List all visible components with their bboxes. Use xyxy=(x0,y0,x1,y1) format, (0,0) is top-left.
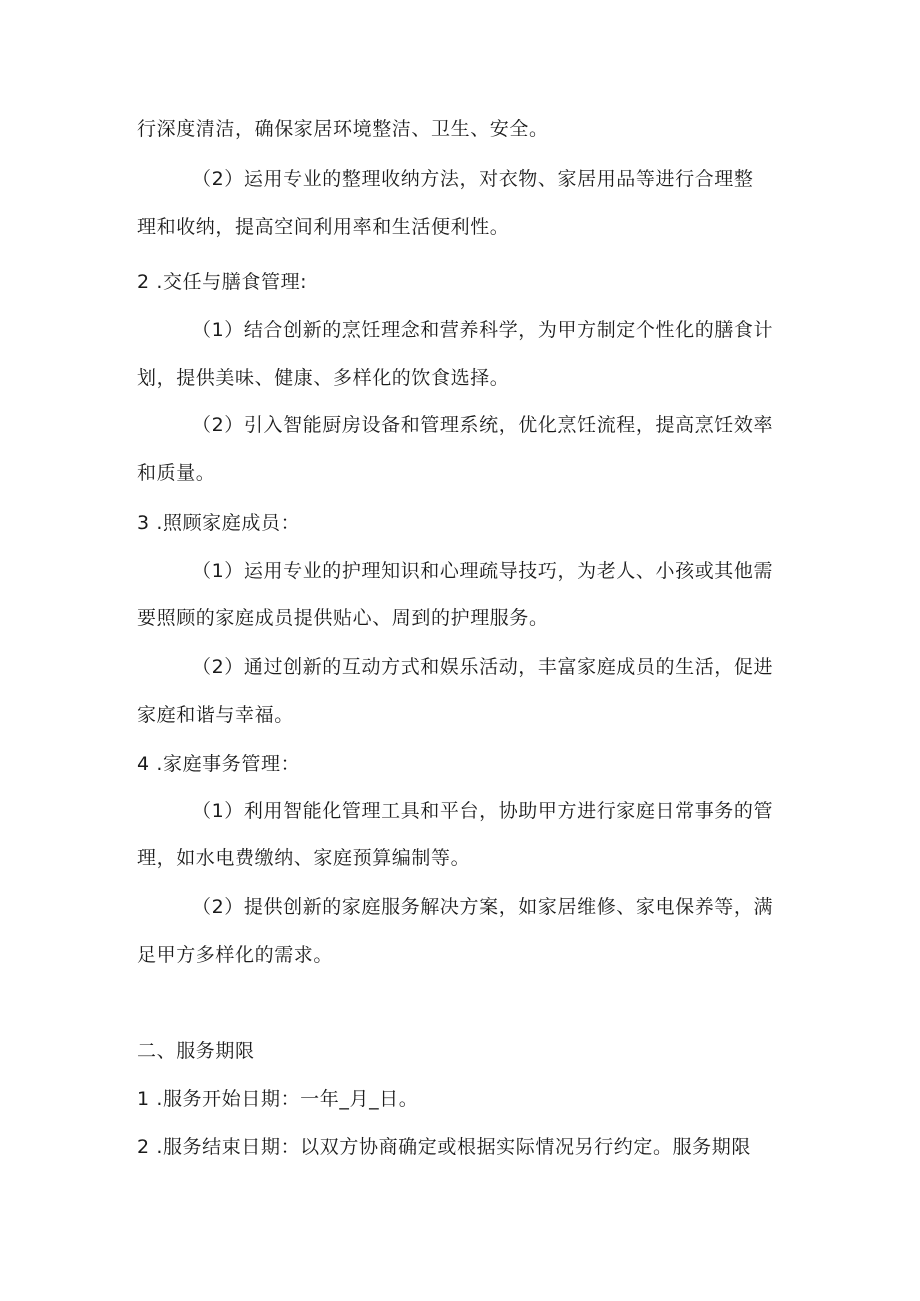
section-heading: 4 .家庭事务管理： xyxy=(137,753,301,775)
section-heading: 3 .照顾家庭成员： xyxy=(137,512,301,534)
text-line: 划，提供美味、健康、多样化的饮食选择。 xyxy=(137,367,510,389)
text-line: 和质量。 xyxy=(137,462,216,484)
text-line: 理和收纳，提高空间利用率和生活便利性。 xyxy=(137,216,510,238)
text-line: 理，如水电费缴纳、家庭预算编制等。 xyxy=(137,847,471,869)
text-line: （1）运用专业的护理知识和心理疏导技巧，为老人、小孩或其他需 xyxy=(192,560,774,582)
text-line: （2）引入智能厨房设备和管理系统，优化烹饪流程，提高烹饪效率 xyxy=(192,414,774,436)
text-line: （1）利用智能化管理工具和平台，协助甲方进行家庭日常事务的管 xyxy=(192,800,774,822)
text-line: （2）提供创新的家庭服务解决方案，如家居维修、家电保养等，满 xyxy=(192,896,774,918)
text-line: （1）结合创新的烹饪理念和营养科学，为甲方制定个性化的膳食计 xyxy=(192,319,774,341)
text-line: 1 .服务开始日期：一年_月_日。 xyxy=(137,1088,419,1110)
text-line: 行深度清洁，确保家居环境整洁、卫生、安全。 xyxy=(137,118,549,140)
text-line: 要照顾的家庭成员提供贴心、周到的护理服务。 xyxy=(137,607,549,629)
section-heading: 2 .交任与膳食管理: xyxy=(137,271,308,293)
text-line: 足甲方多样化的需求。 xyxy=(137,944,334,966)
text-line: （2）通过创新的互动方式和娱乐活动，丰富家庭成员的生活，促进 xyxy=(192,656,774,678)
text-line: （2）运用专业的整理收纳方法，对衣物、家居用品等进行合理整 xyxy=(192,168,754,190)
text-line: 2 .服务结束日期：以双方协商确定或根据实际情况另行约定。服务期限 xyxy=(137,1136,751,1158)
text-line: 家庭和谐与幸福。 xyxy=(137,704,294,726)
chapter-heading: 二、服务期限 xyxy=(137,1040,255,1062)
